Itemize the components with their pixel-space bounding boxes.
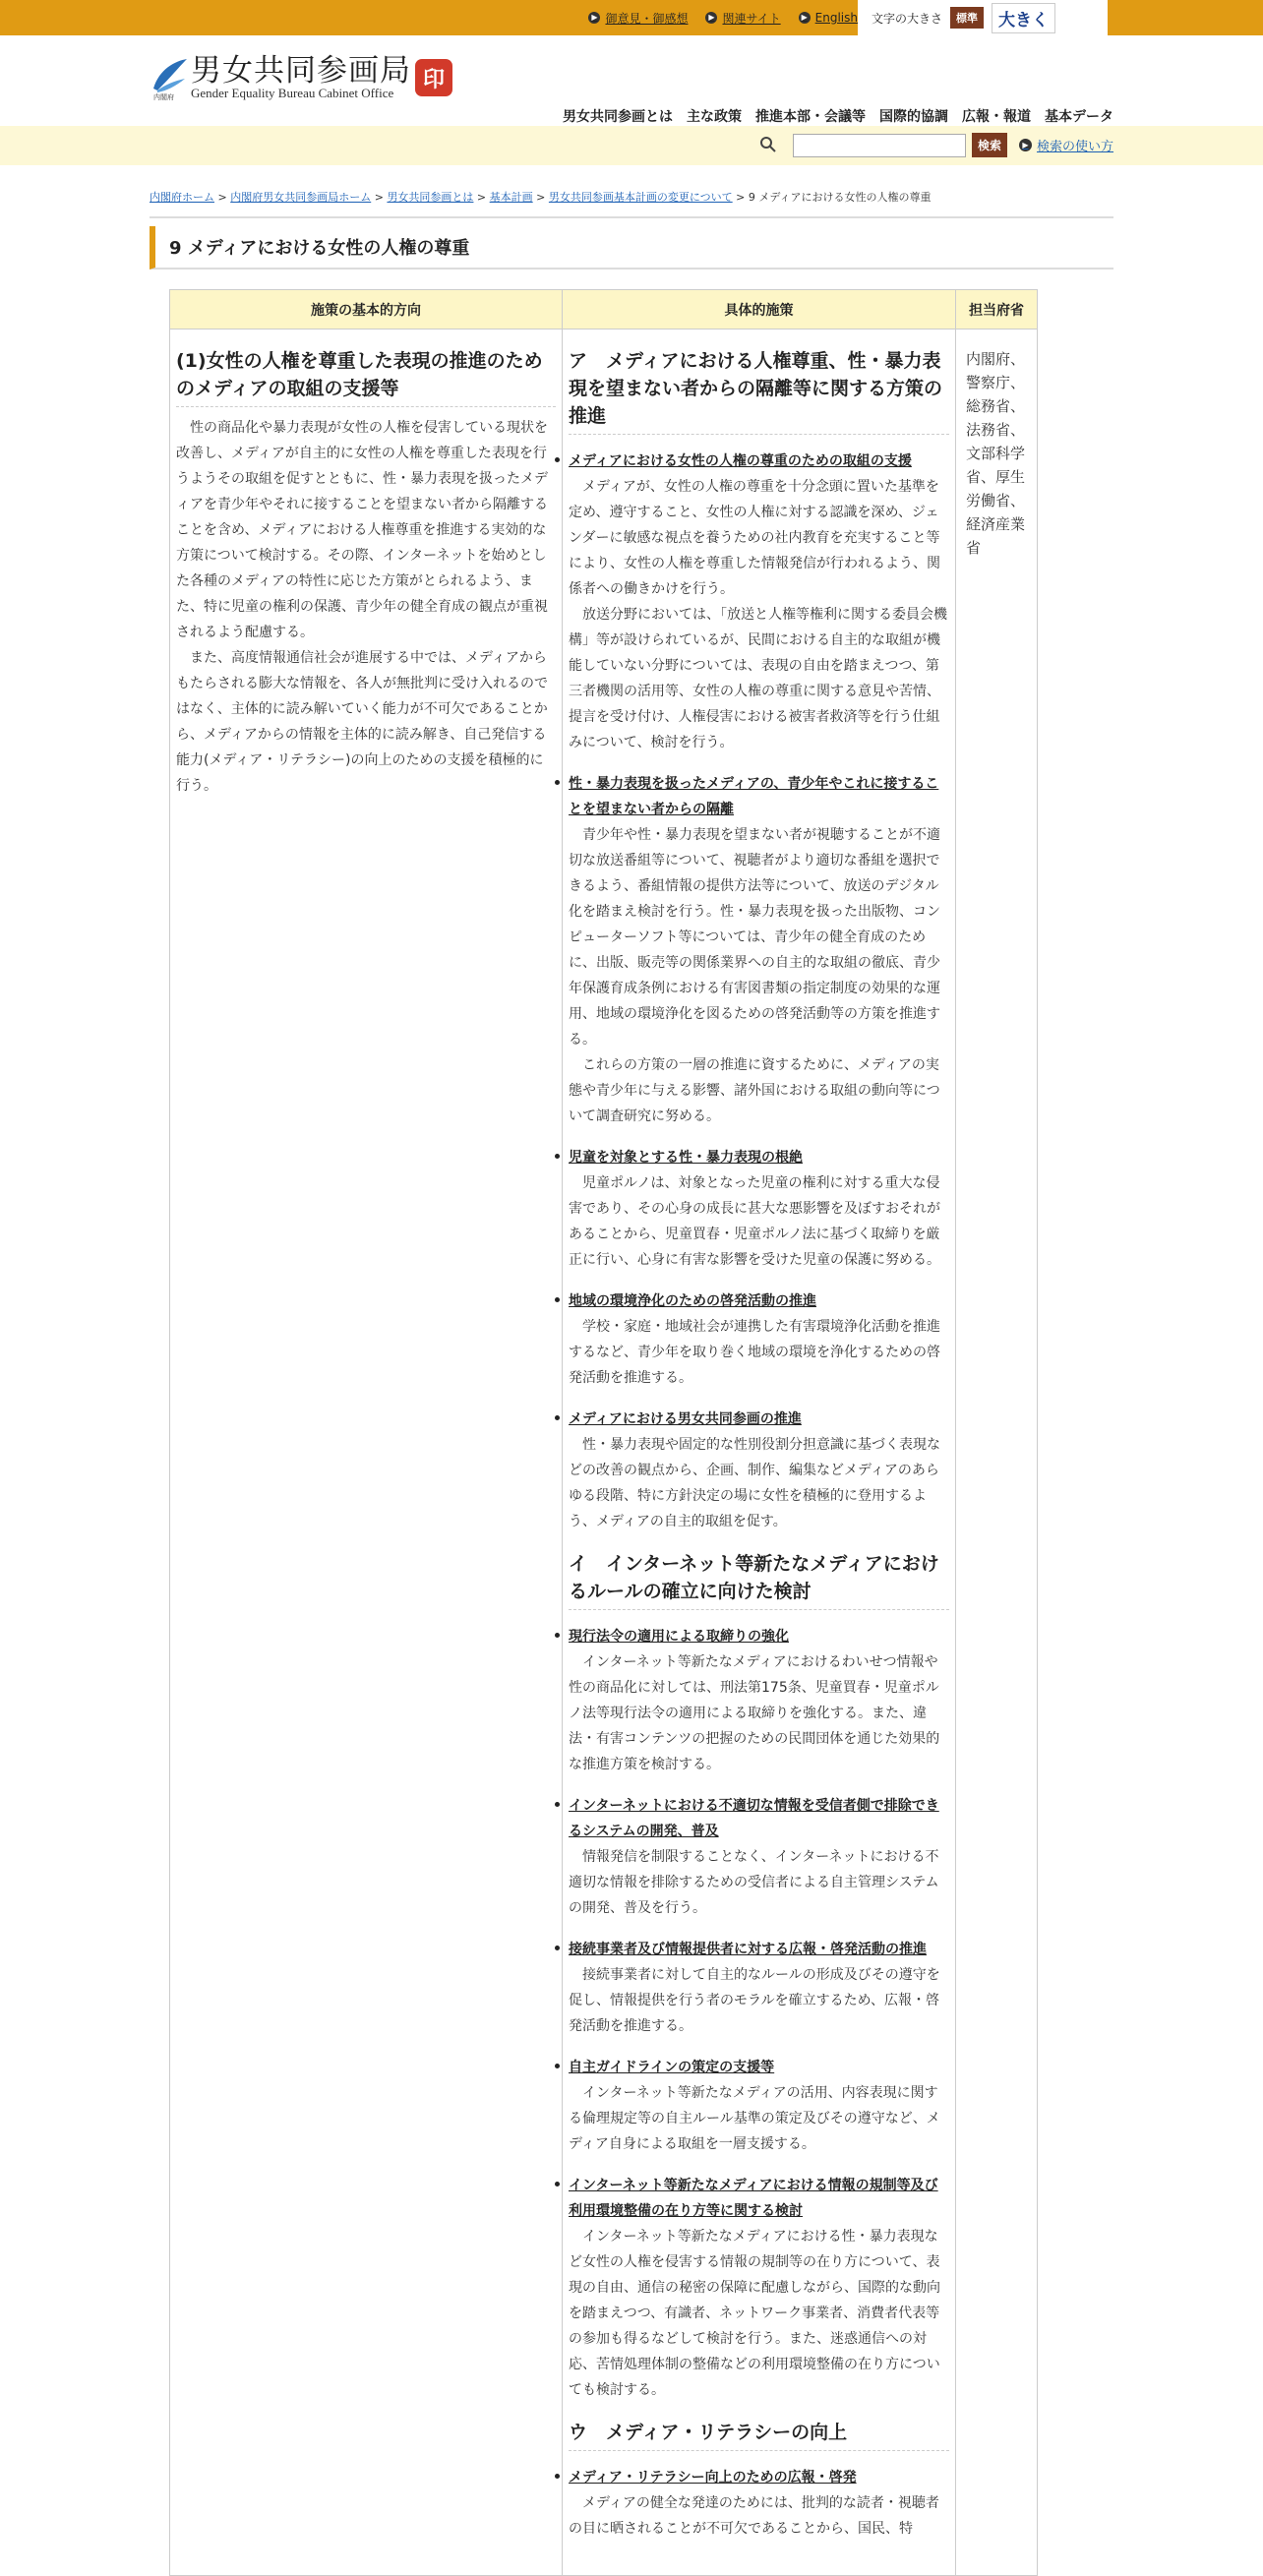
breadcrumb-item[interactable]: 内閣府ホーム — [150, 191, 214, 204]
section-title: ウ メディア・リテラシーの向上 — [569, 2419, 949, 2451]
list-item — [569, 2055, 949, 2157]
english-link[interactable]: ▶ English — [799, 11, 858, 25]
measure-text: 学校・家庭・地域社会が連携した有害環境浄化活動を推進するなど、青少年を取り巻く地域の環境を浄化するための啓発活動を推進する。 — [569, 1319, 940, 1386]
column-header-measures: 具体的施策 — [563, 290, 956, 329]
list-item — [569, 1624, 949, 1777]
list-item — [569, 1288, 949, 1391]
measure-title: メディア・リテラシー向上のための広報・啓発 — [569, 2470, 857, 2486]
section-title: イ インターネット等新たなメディアにおけるルールの確立に向けた検討 — [569, 1550, 949, 1610]
list-item — [569, 1793, 949, 1921]
site-header — [0, 35, 1263, 126]
search-button[interactable]: 検索 — [972, 133, 1007, 157]
nav-item-pr[interactable]: 広報・報道 — [962, 106, 1031, 133]
measure-title: 接続事業者及び情報提供者に対する広報・啓発活動の推進 — [569, 1942, 927, 1957]
seal-icon: 印 — [415, 59, 452, 96]
measure-text: 児童ポルノは、対象となった児童の権利に対する重大な侵害であり、その心身の成長に甚大な悪影響を及ぼすおそれがあることから、児童買春・児童ポルノ法に基づく取締りを厳正に行い、心身に有害な影響を受けた児童の保護に努める。 — [569, 1175, 940, 1268]
list-item — [569, 1407, 949, 1534]
measure-text: 性・暴力表現や固定的な性別役割分担意識に基づく表現などの改善の観点から、企画、制作、編集などメディアのあらゆる段階、特に方針決定の場に女性を積極的に登用するよう、メディアの自主的取組を促す。 — [569, 1437, 940, 1529]
breadcrumb-current: 9 メディアにおける女性の人権の尊重 — [748, 191, 932, 204]
ministry-cell — [956, 329, 1038, 2576]
direction-title: (1)女性の人権を尊重した表現の推進のためのメディアの取組の支援等 — [176, 347, 556, 407]
breadcrumb-item[interactable]: 基本計画 — [489, 191, 533, 204]
nav-item-about[interactable]: 男女共同参画とは — [563, 106, 673, 133]
font-size-large-button[interactable]: 大きく — [992, 3, 1055, 33]
svg-text:内閣府: 内閣府 — [153, 93, 174, 101]
breadcrumb: 内閣府ホーム > 内閣府男女共同参画局ホーム > 男女共同参画とは > 基本計画 > 男女共同参画基本計画の変更について > 9 メディアにおける女性の人権の尊重 — [150, 189, 1113, 218]
top-bar — [0, 0, 1263, 35]
measure-title: メディアにおける女性の人権の尊重のための取組の支援 — [569, 453, 912, 469]
related-sites-link[interactable]: ▶ 関連サイト — [705, 10, 780, 27]
measure-text: メディアの健全な発達のためには、批判的な読者・視聴者の目に晒されることが不可欠であることから、国民、特 — [569, 2495, 939, 2537]
column-header-ministry: 担当府省 — [956, 290, 1038, 329]
measure-title: メディアにおける男女共同参画の推進 — [569, 1411, 802, 1427]
page-title: 9 メディアにおける女性の人権の尊重 — [150, 226, 1113, 270]
list-item — [569, 2465, 949, 2542]
arrow-right-icon: ▶ — [705, 12, 717, 24]
breadcrumb-item[interactable]: 内閣府男女共同参画局ホーム — [230, 191, 372, 204]
measure-text: これらの方策の一層の推進に資するために、メディアの実態や青少年に与える影響、諸外国における取組の動向等について調査研究に努める。 — [569, 1057, 940, 1124]
direction-cell — [170, 329, 563, 2576]
measure-title: 地域の環境浄化のための啓発活動の推進 — [569, 1293, 816, 1309]
site-title-en: Gender Equality Bureau Cabinet Office — [191, 86, 394, 100]
utility-links — [588, 0, 858, 35]
measure-text: 青少年や性・暴力表現を望まない者が視聴することが不適切な放送番組等について、視聴者がより適切な番組を選択できるよう、番組情報の提供方法等について、放送のデジタル化を踏まえ検討を行う。性・暴力表現を扱った出版物、コンピューターソフト等については、青少年の健全育成のために、出版、販売等の関係業界への自主的な取組の徹底、青少年保護育成条例における有害図書類の指定制度の効果的な運用、地域の環境浄化を図るための啓発活動等の方策を推進する。 — [569, 827, 940, 1048]
measure-title: 性・暴力表現を扱ったメディアの、青少年やこれに接することを望まない者からの隔離 — [569, 776, 939, 817]
font-size-switcher — [858, 0, 1108, 35]
measure-text: 接続事業者に対して自主的なルールの形成及びその遵守を促し、情報提供を行う者のモラルを確立するため、広報・啓発活動を推進する。 — [569, 1967, 940, 2034]
site-title: 男女共同参画局 — [191, 53, 411, 89]
measure-text: インターネット等新たなメディアにおける性・暴力表現など女性の人権を侵害する情報の規制等の在り方について、表現の自由、通信の秘密の保障に配慮しながら、国際的な動向を踏まえつつ、有識者、ネットワーク事業者、消費者代表等の参加も得るなどして検討を行う。また、迷惑通信への対応、苦情処理体制の整備などの利用環境整備の在り方についても検討する。 — [569, 2229, 940, 2398]
measure-title: 自主ガイドラインの策定の支援等 — [569, 2060, 775, 2075]
arrow-right-icon: ▶ — [1019, 139, 1032, 151]
font-size-label: 文字の大きさ — [872, 11, 943, 26]
measure-list — [569, 1624, 949, 2403]
list-item — [569, 1937, 949, 2039]
font-size-standard-button[interactable]: 標準 — [950, 7, 984, 29]
nav-item-headquarters[interactable]: 推進本部・会議等 — [755, 106, 866, 133]
measure-title: インターネットにおける不適切な情報を受信者側で排除できるシステムの開発、普及 — [569, 1798, 939, 1839]
list-item — [569, 2173, 949, 2403]
measure-title: インターネット等新たなメディアにおける情報の規制等及び利用環境整備の在り方等に関する検討 — [569, 2178, 938, 2219]
measure-title: 児童を対象とする性・暴力表現の根絶 — [569, 1150, 803, 1166]
measure-text: インターネット等新たなメディアにおけるわいせつ情報や性の商品化に対しては、刑法第175条、児童買春・児童ポルノ法等現行法令の適用による取締りを強化する。また、違法・有害コンテンツの把握のための民間団体を通じた効果的な推進方策を検討する。 — [569, 1654, 940, 1772]
policy-table — [169, 289, 1038, 2576]
leaf-logo-icon — [150, 55, 189, 100]
nav-item-international[interactable]: 国際的協調 — [879, 106, 948, 133]
column-header-direction: 施策の基本的方向 — [170, 290, 563, 329]
measures-cell — [563, 329, 956, 2576]
nav-item-data[interactable]: 基本データ — [1045, 106, 1113, 133]
nav-item-policies[interactable]: 主な政策 — [687, 106, 742, 133]
list-item — [569, 449, 949, 755]
direction-paragraph: また、高度情報通信社会が進展する中では、メディアからもたらされる膨大な情報を、各人が無批判に受け入れるのではなく、主体的に読み解いていく能力が不可欠であることから、メディアからの情報を主体的に読み解き、自己発信する能力(メディア・リテラシー)の向上のための支援を積極的に行う。 — [176, 650, 548, 794]
direction-paragraph: 性の商品化や暴力表現が女性の人権を侵害している現状を改善し、メディアが自主的に女性の人権を尊重した表現を行うようその取組を促すとともに、性・暴力表現を扱ったメディアを青少年やそれに接することを望まない者から隔離することを含め、メディアにおける人権尊重を推進する実効的な方策について検討する。その際、インターネットを始めとした各種のメディアの特性に応じた方策がとられるよう、また、特に児童の権利の保護、青少年の健全育成の観点が重視されるよう配慮する。 — [176, 420, 548, 640]
measure-list — [569, 449, 949, 1534]
search-bar — [0, 126, 1263, 165]
measure-title: 現行法令の適用による取締りの強化 — [569, 1629, 789, 1645]
measure-text: インターネット等新たなメディアの活用、内容表現に関する倫理規定等の自主ルール基準の策定及びその遵守など、メディア自身による取組を一層支援する。 — [569, 2085, 940, 2152]
measure-text: メディアが、女性の人権の尊重を十分念頭に置いた基準を定め、遵守すること、女性の人権に対する認識を深め、ジェンダーに敏感な視点を養うための社内教育を充実すること等により、女性の人権を尊重した情報発信が行われるよう、関係者への働きかけを行う。 — [569, 479, 940, 597]
arrow-right-icon: ▶ — [799, 12, 811, 24]
site-logo[interactable] — [150, 55, 452, 100]
feedback-link[interactable]: ▶ 御意見・御感想 — [588, 10, 688, 27]
breadcrumb-item[interactable]: 男女共同参画基本計画の変更について — [548, 191, 733, 204]
search-help-link[interactable]: ▶ 検索の使い方 — [1019, 136, 1113, 154]
arrow-right-icon: ▶ — [588, 12, 600, 24]
search-icon — [759, 136, 779, 155]
measure-text: 情報発信を制限することなく、インターネットにおける不適切な情報を排除するための受信者による自主管理システムの開発、普及を行う。 — [569, 1849, 939, 1916]
breadcrumb-item[interactable]: 男女共同参画とは — [387, 191, 474, 204]
measure-text: 放送分野においては、「放送と人権等権利に関する委員会機構」等が設けられているが、民間における自主的な取組が機能していない分野については、表現の自由を踏まえつつ、第三者機関の活用等、女性の人権の尊重に関する意見や苦情、提言を受け付け、人権侵害における被害者救済等を行う仕組みについて、検討を行う。 — [569, 607, 947, 750]
measure-list — [569, 2465, 949, 2542]
search-input[interactable] — [793, 134, 966, 157]
list-item — [569, 771, 949, 1129]
section-title: ア メディアにおける人権尊重、性・暴力表現を望まない者からの隔離等に関する方策の推進 — [569, 347, 949, 435]
table-row — [170, 329, 1038, 2576]
list-item — [569, 1145, 949, 1273]
ministry-list: 内閣府、警察庁、総務省、法務省、文部科学省、厚生労働省、経済産業省 — [966, 350, 1026, 557]
